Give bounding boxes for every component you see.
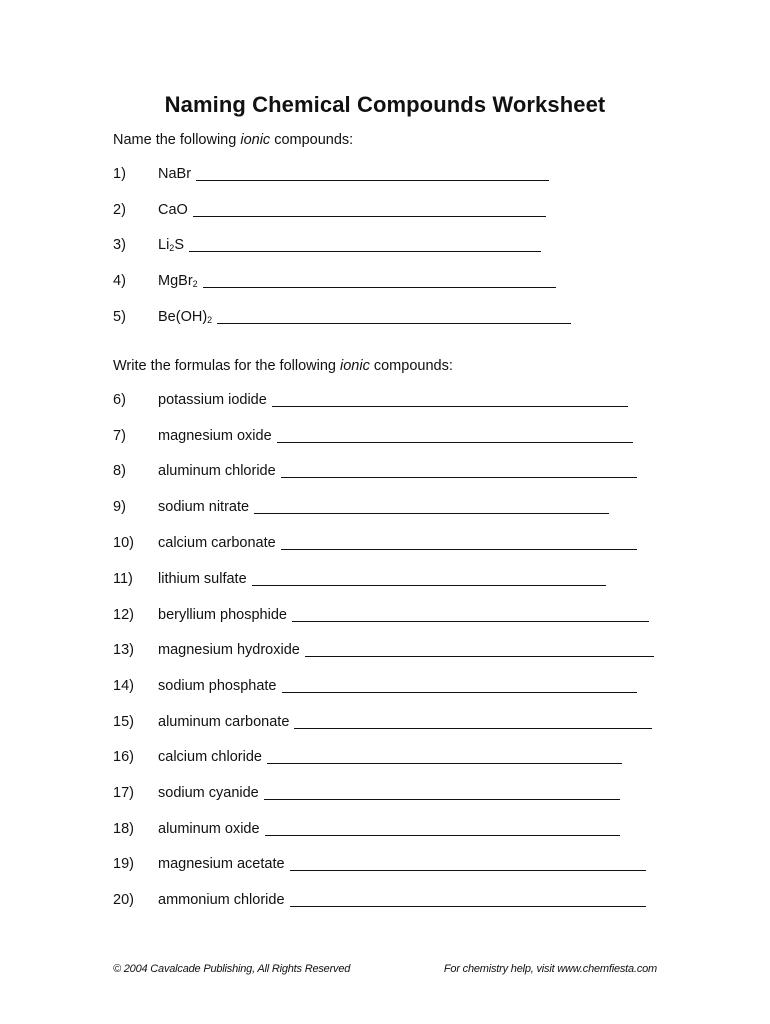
question-label (158, 309, 212, 325)
formula-base: Li (158, 237, 170, 253)
question-label (158, 237, 184, 253)
answer-line[interactable] (292, 608, 649, 622)
question-row (113, 710, 652, 730)
answer-line[interactable] (267, 750, 622, 764)
question-row (113, 388, 628, 408)
instruction-text: Name the following (113, 132, 241, 148)
question-row (113, 162, 549, 182)
question-row (113, 745, 622, 765)
question-row (113, 531, 637, 551)
answer-line[interactable] (193, 203, 546, 217)
question-number: 15) (113, 714, 134, 730)
question-label: calcium chloride (158, 749, 262, 765)
help-footer: For chemistry help, visit www.chemfiesta.com (443, 963, 657, 975)
answer-line[interactable] (254, 500, 609, 514)
instruction-text: compounds: (270, 132, 354, 148)
formula-base: Be(OH) (158, 309, 208, 325)
question-label: aluminum carbonate (158, 714, 290, 730)
question-label: ammonium chloride (158, 892, 285, 908)
question-row (113, 817, 620, 837)
question-row (113, 674, 637, 694)
question-row (113, 233, 541, 253)
answer-line[interactable] (281, 536, 637, 550)
question-number: 9) (113, 499, 126, 515)
instruction-text: Write the formulas for the following (113, 358, 340, 374)
question-number: 5) (113, 309, 126, 325)
question-label: magnesium oxide (158, 428, 272, 444)
question-number: 6) (113, 392, 126, 408)
answer-line[interactable] (290, 857, 646, 871)
instruction-emphasis: ionic (240, 132, 271, 148)
answer-line[interactable] (294, 715, 652, 729)
question-label: sodium cyanide (158, 785, 259, 801)
formula-subscript: 2 (169, 243, 175, 253)
answer-line[interactable] (272, 393, 628, 407)
answer-line[interactable] (265, 822, 620, 836)
question-label (158, 273, 198, 289)
answer-line[interactable] (203, 274, 556, 288)
question-row (113, 603, 649, 623)
question-row (113, 495, 609, 515)
answer-line[interactable] (217, 310, 571, 324)
formula-subscript: 2 (207, 315, 213, 325)
formula-tail: S (174, 237, 184, 253)
question-number: 8) (113, 463, 126, 479)
question-number: 1) (113, 166, 126, 182)
question-row (113, 638, 654, 658)
answer-line[interactable] (277, 429, 633, 443)
question-label: sodium nitrate (158, 499, 250, 515)
question-number: 16) (113, 749, 134, 765)
question-number: 18) (113, 821, 134, 837)
formula-base: MgBr (158, 273, 193, 289)
question-label: aluminum chloride (158, 463, 276, 479)
question-label: potassium iodide (158, 392, 267, 408)
question-row (113, 852, 646, 872)
formula-base: CaO (158, 202, 188, 218)
instruction-emphasis: ionic (340, 358, 370, 374)
question-number: 14) (113, 678, 134, 694)
question-label: magnesium acetate (158, 856, 285, 872)
answer-line[interactable] (196, 167, 549, 181)
question-row (113, 424, 633, 444)
question-number: 13) (113, 642, 134, 658)
section2-instruction (113, 358, 453, 374)
question-number: 20) (113, 892, 134, 908)
formula-base: NaBr (158, 166, 192, 182)
question-row (113, 269, 556, 289)
question-number: 7) (113, 428, 126, 444)
question-number: 17) (113, 785, 134, 801)
answer-line[interactable] (305, 643, 654, 657)
question-label: calcium carbonate (158, 535, 276, 551)
question-row (113, 459, 637, 479)
question-label: magnesium hydroxide (158, 642, 300, 658)
question-label: beryllium phosphide (158, 607, 287, 623)
question-row (113, 888, 646, 908)
question-label (158, 166, 191, 182)
question-number: 11) (113, 571, 133, 587)
answer-line[interactable] (290, 893, 646, 907)
question-number: 2) (113, 202, 126, 218)
answer-line[interactable] (264, 786, 620, 800)
question-row (113, 305, 571, 325)
question-row (113, 781, 620, 801)
formula-subscript: 2 (192, 279, 198, 289)
copyright-footer: © 2004 Cavalcade Publishing, All Rights Reserved (113, 963, 351, 975)
question-number: 12) (113, 607, 134, 623)
question-number: 3) (113, 237, 126, 253)
question-row (113, 198, 546, 218)
question-row (113, 567, 606, 587)
page-title: Naming Chemical Compounds Worksheet (164, 92, 606, 117)
question-number: 10) (113, 535, 134, 551)
answer-line[interactable] (281, 464, 637, 478)
answer-line[interactable] (282, 679, 638, 693)
section1-instruction (113, 132, 353, 148)
question-label: lithium sulfate (158, 571, 247, 587)
question-label: aluminum oxide (158, 821, 260, 837)
question-number: 4) (113, 273, 126, 289)
question-number: 19) (113, 856, 134, 872)
question-label: sodium phosphate (158, 678, 277, 694)
instruction-text: compounds: (369, 358, 453, 374)
answer-line[interactable] (252, 572, 606, 586)
question-label (158, 202, 188, 218)
answer-line[interactable] (189, 238, 541, 252)
